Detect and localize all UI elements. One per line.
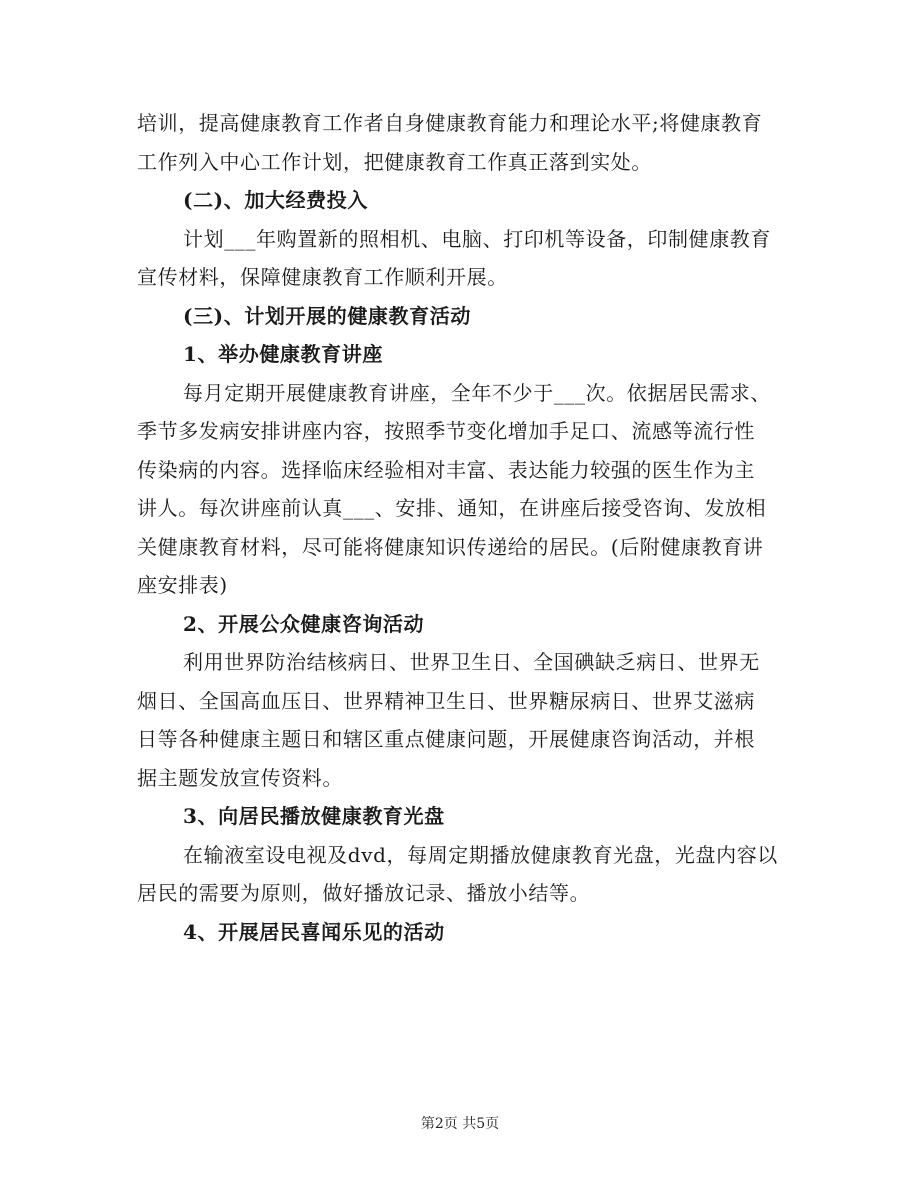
body-line: 计划___年购置新的照相机、电脑、打印机等设备，印制健康教育 <box>183 226 771 251</box>
body-line: 宣传材料，保障健康教育工作顺利开展。 <box>137 265 508 289</box>
section-heading: (二)、加大经费投入 <box>183 188 368 212</box>
section-heading: (三)、计划开展的健康教育活动 <box>183 303 471 328</box>
body-line: 利用世界防治结核病日、世界卫生日、全国碘缺乏病日、世界无 <box>183 650 760 674</box>
body-line: 每月定期开展健康教育讲座，全年不少于___次。依据居民需求、 <box>183 380 771 405</box>
body-line: 居民的需要为原则，做好播放记录、播放小结等。 <box>137 881 591 905</box>
subsection-heading: 1、举办健康教育讲座 <box>183 342 383 366</box>
body-line: 工作列入中心工作计划，把健康教育工作真正落到实处。 <box>137 149 652 174</box>
subsection-heading: 4、开展居民喜闻乐见的活动 <box>183 919 445 944</box>
body-line: 日等各种健康主题日和辖区重点健康问题，开展健康咨询活动，并根 <box>137 727 755 751</box>
body-line: 据主题发放宣传资料。 <box>137 765 343 790</box>
body-line: 讲人。每次讲座前认真___、安排、通知，在讲座后接受咨询、发放相 <box>137 496 767 520</box>
page-footer: 第2页 共5页 <box>420 1116 500 1132</box>
body-line: 座安排表) <box>137 573 228 597</box>
body-line: 关健康教育材料，尽可能将健康知识传递给的居民。(后附健康教育讲 <box>137 534 764 559</box>
subsection-heading: 2、开展公众健康咨询活动 <box>183 611 425 636</box>
body-line: 在输液室设电视及dvd，每周定期播放健康教育光盘，光盘内容以 <box>183 842 778 867</box>
body-line: 培训，提高健康教育工作者自身健康教育能力和理论水平;将健康教育 <box>137 111 763 135</box>
document-body <box>137 104 797 951</box>
subsection-heading: 3、向居民播放健康教育光盘 <box>183 804 445 828</box>
body-line: 季节多发病安排讲座内容，按照季节变化增加手足口、流感等流行性 <box>137 419 755 443</box>
body-line: 传染病的内容。选择临床经验相对丰富、表达能力较强的医生作为主 <box>137 457 755 482</box>
body-line: 烟日、全国高血压日、世界精神卫生日、世界糖尿病日、世界艾滋病 <box>137 688 755 713</box>
